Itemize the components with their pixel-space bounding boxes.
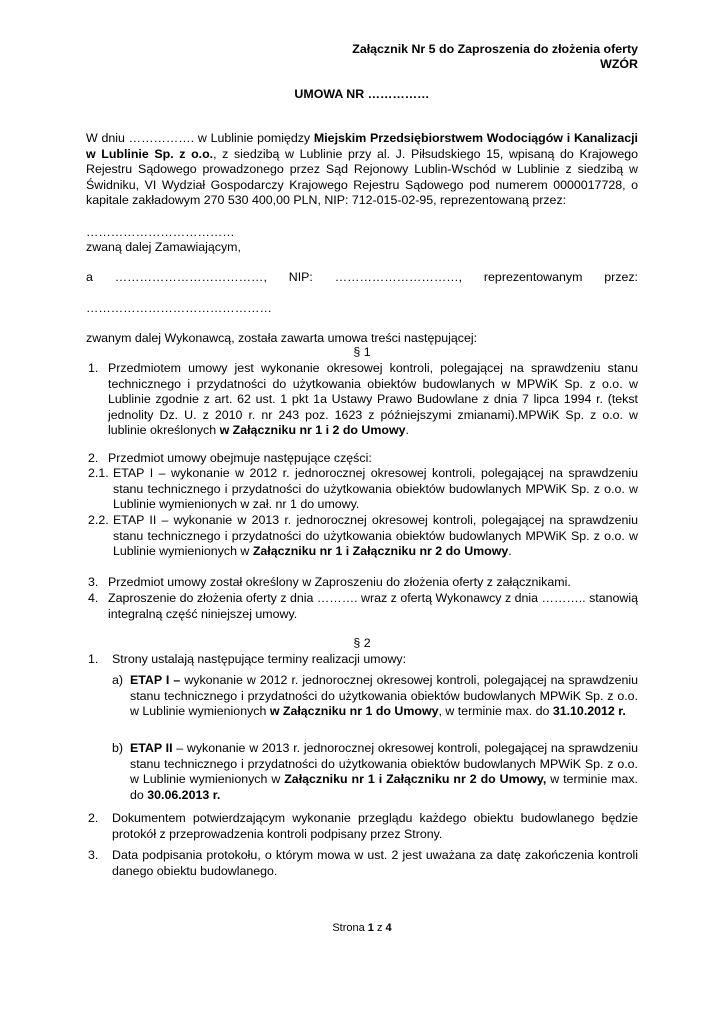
- s2-item-a-desc: wykonanie w 2012 r. jednorocznej okresowej kontroli, polegającej na sprawdzeniu stanu technicznego i przydatności do użytkowania obiektów budowlanych MPWiK Sp. z o.o. w Lublinie wymienionych: [130, 673, 638, 719]
- s1-item2-text: Przedmiot umowy obejmuje następujące części:: [108, 451, 372, 465]
- intro-company-name: Miejskim Przedsiębiorstwem Wodociągów i Kanalizacji w Lublinie Sp. z o.o.: [86, 131, 638, 161]
- footer-of-label: z: [373, 922, 386, 934]
- s1-item22-text: [113, 513, 638, 560]
- page-footer: [0, 922, 724, 934]
- s2-item-b-text: [130, 741, 638, 803]
- intro-dots-1: ………………………………: [86, 225, 235, 239]
- s2-item-a-attachment-ref: w Załączniku nr 1 do Umowy: [269, 704, 439, 719]
- s2-item2-text: Dokumentem potwierdzającym wykonanie przeglądu każdego obiektu budowlanego będzie protokół z przeprowadzenia kontroli podpisany przez Strony.: [112, 811, 638, 841]
- intro-paragraph: [86, 131, 638, 209]
- s1-item21-number: 2.1.: [88, 466, 109, 480]
- s2-item-b-desc: – wykonanie w 2013 r. jednorocznej okresowej kontroli, polegającej na sprawdzeniu stanu technicznego i przydatności do użytkowania obiektów budowlanych MPWiK Sp. z o.o. w Lublinie wymienionych w: [130, 741, 638, 787]
- s2-item-b-letter: b): [112, 741, 124, 755]
- intro-text-start: W dniu ……………. w Lublinie pomiędzy: [86, 131, 314, 145]
- intro-contractor-line: a ………………………………, NIP: …………………………, reprezentowanym przez:: [86, 270, 638, 284]
- s1-item1-period: .: [405, 423, 409, 438]
- contract-title: UMOWA NR ……………: [294, 87, 430, 101]
- intro-dots-2: ………………………………………: [86, 301, 272, 315]
- s1-item21-text: ETAP I – wykonanie w 2012 r. jednorocznej okresowej kontroli, polegającej na sprawdzeniu stanu technicznego i przydatności do użytkowania obiektów budowlanych MPWiK Sp. z o.o. w Lublinie wymienionych w zał. nr 1 do umowy.: [113, 466, 638, 512]
- attachment-header-line1: Załącznik Nr 5 do Zaproszenia do złożenia oferty: [352, 42, 638, 56]
- s2-item-b-attachment-ref: Załączniku nr 1 i Załączniku nr 2 do Umowy,: [284, 772, 547, 787]
- s1-item3-text: Przedmiot umowy został określony w Zaproszeniu do złożenia oferty z załącznikami.: [108, 575, 571, 589]
- s1-item4-number: 4.: [88, 591, 99, 605]
- s2-item-a-etap: ETAP I –: [130, 673, 181, 687]
- s1-item22-text-main: ETAP II – wykonanie w 2013 r. jednorocznej okresowej kontroli, polegającej na sprawdzeniu stanu technicznego i przydatności do użytkowania obiektów budowlanych MPWiK Sp. z o.o. w Lublinie wymienionych w: [113, 513, 638, 559]
- s2-item-b-deadline-date: 30.06.2013 r.: [147, 787, 221, 802]
- s2-item-b-etap: ETAP II: [130, 741, 173, 755]
- s1-item1-text-main: Przedmiotem umowy jest wykonanie okresowej kontroli, polegającej na sprawdzeniu stanu technicznego i przydatności do użytkowania obiektów budowlanych w MPWiK Sp. z o.o. w Lublinie zgodnie z art. 62 ust. 1 pkt 1a Ustawy Prawo Budowlane z dnia 7 lipca 1994 r. (tekst jednolity Dz. U. z 2010 r. nr 243 poz. 1623 z późniejszymi zmianami).MPWiK Sp. z o.o. w lublinie określonych: [108, 361, 638, 438]
- s1-item1-text: [108, 361, 638, 439]
- s2-item3-number: 3.: [88, 848, 99, 862]
- s1-item1-number: 1.: [88, 361, 99, 375]
- intro-zamawiajacy: zwaną dalej Zamawiającym,: [86, 240, 241, 254]
- s1-item3-number: 3.: [88, 575, 99, 589]
- s2-item1-text: Strony ustalają następujące terminy realizacji umowy:: [112, 652, 407, 666]
- intro-wykonawca: zwanym dalej Wykonawcą, została zawarta umowa treści następującej:: [86, 331, 478, 345]
- footer-strona-label: Strona: [332, 922, 368, 934]
- s1-item22-period: .: [508, 544, 512, 559]
- s1-item2-number: 2.: [88, 451, 99, 465]
- s2-item-a-deadline-label: , w terminie max. do: [438, 704, 553, 719]
- s1-item22-attachment-ref: Załączniku nr 1 i Załączniku nr 2 do Umowy: [252, 544, 509, 559]
- s2-item1-number: 1.: [88, 652, 99, 666]
- section-1-heading: § 1: [353, 345, 371, 359]
- attachment-header: [352, 42, 638, 72]
- footer-total-pages: 4: [385, 922, 392, 934]
- attachment-header-wzor: WZÓR: [600, 57, 638, 71]
- s2-item-a-text: [130, 673, 638, 720]
- s1-item22-number: 2.2.: [88, 513, 109, 527]
- intro-text-rest: , z siedzibą w Lublinie przy al. J. Piłsudskiego 15, wpisaną do Krajowego Rejestru Sądowego prowadzonego przez Sąd Rejonowy Lublin-Wschód w Lublinie z siedzibą w Świdniku, VI Wydział Gospodarczy Krajowego Rejestru Sądowego pod numerem 0000017728, o kapitale zakładowym 270 530 400,00 PLN, NIP: 712-015-02-95, reprezentowaną przez:: [86, 146, 638, 208]
- s2-item3-text: Data podpisania protokołu, o którym mowa w ust. 2 jest uważana za datę zakończenia kontroli danego obiektu budowlanego.: [112, 848, 638, 878]
- s2-item-a-deadline-date: 31.10.2012 r.: [552, 704, 626, 719]
- s1-item4-text: Zaproszenie do złożenia oferty z dnia ………. wraz z ofertą Wykonawcy z dnia ……….. stanowią integralną część niniejszej umowy.: [108, 591, 638, 621]
- s1-item1-attachment-ref: w Załączniku nr 1 i 2 do Umowy: [219, 423, 406, 438]
- s2-item-a-letter: a): [112, 673, 124, 687]
- section-2-heading: § 2: [353, 636, 371, 650]
- footer-page-number: 1: [367, 922, 374, 934]
- s2-item2-number: 2.: [88, 811, 99, 825]
- s2-item-b-deadline-label: w terminie max. do: [130, 772, 638, 802]
